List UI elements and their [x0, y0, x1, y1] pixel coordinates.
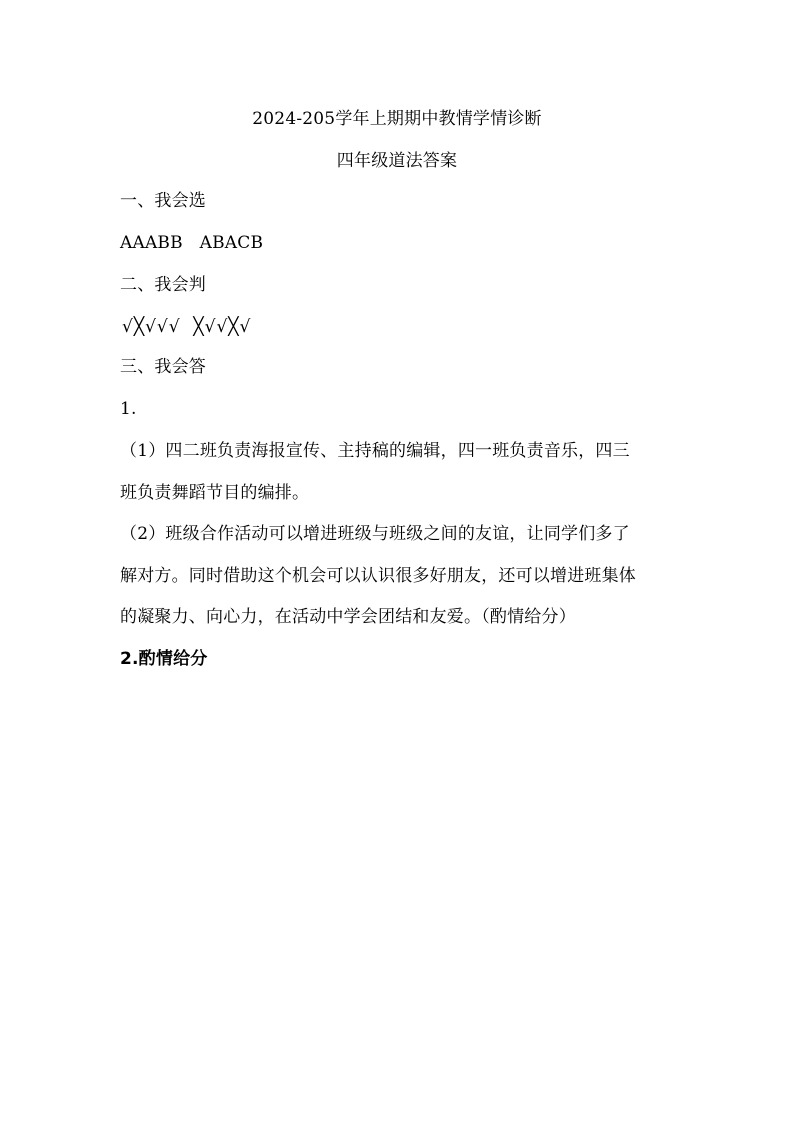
section1-answers: AAABB ABACB	[120, 233, 264, 253]
question2-answer: 2.酌情给分	[120, 649, 208, 669]
section2-answers: √╳√√√ ╳√√╳√	[122, 317, 252, 337]
section1-heading: 一、我会选	[120, 191, 206, 211]
question1-label: 1.	[120, 399, 137, 419]
section3-heading: 三、我会答	[120, 357, 206, 377]
question1-part2-line3: 的凝聚力、向心力，在活动中学会团结和友爱。（酌情给分）	[120, 607, 576, 627]
document-subtitle: 四年级道法答案	[336, 151, 458, 171]
question1-part1-line2: 班负责舞蹈节目的编排。	[120, 483, 310, 503]
document-title: 2024-205学年上期期中教情学情诊断	[252, 109, 542, 129]
question1-part2-line2: 解对方。同时借助这个机会可以认识很多好朋友，还可以增进班集体	[120, 566, 636, 586]
question1-part1-line1: （1）四二班负责海报宣传、主持稿的编辑，四一班负责音乐，四三	[120, 441, 630, 461]
question1-part2-line1: （2）班级合作活动可以增进班级与班级之间的友谊，让同学们多了	[120, 524, 630, 544]
section2-heading: 二、我会判	[120, 275, 206, 295]
